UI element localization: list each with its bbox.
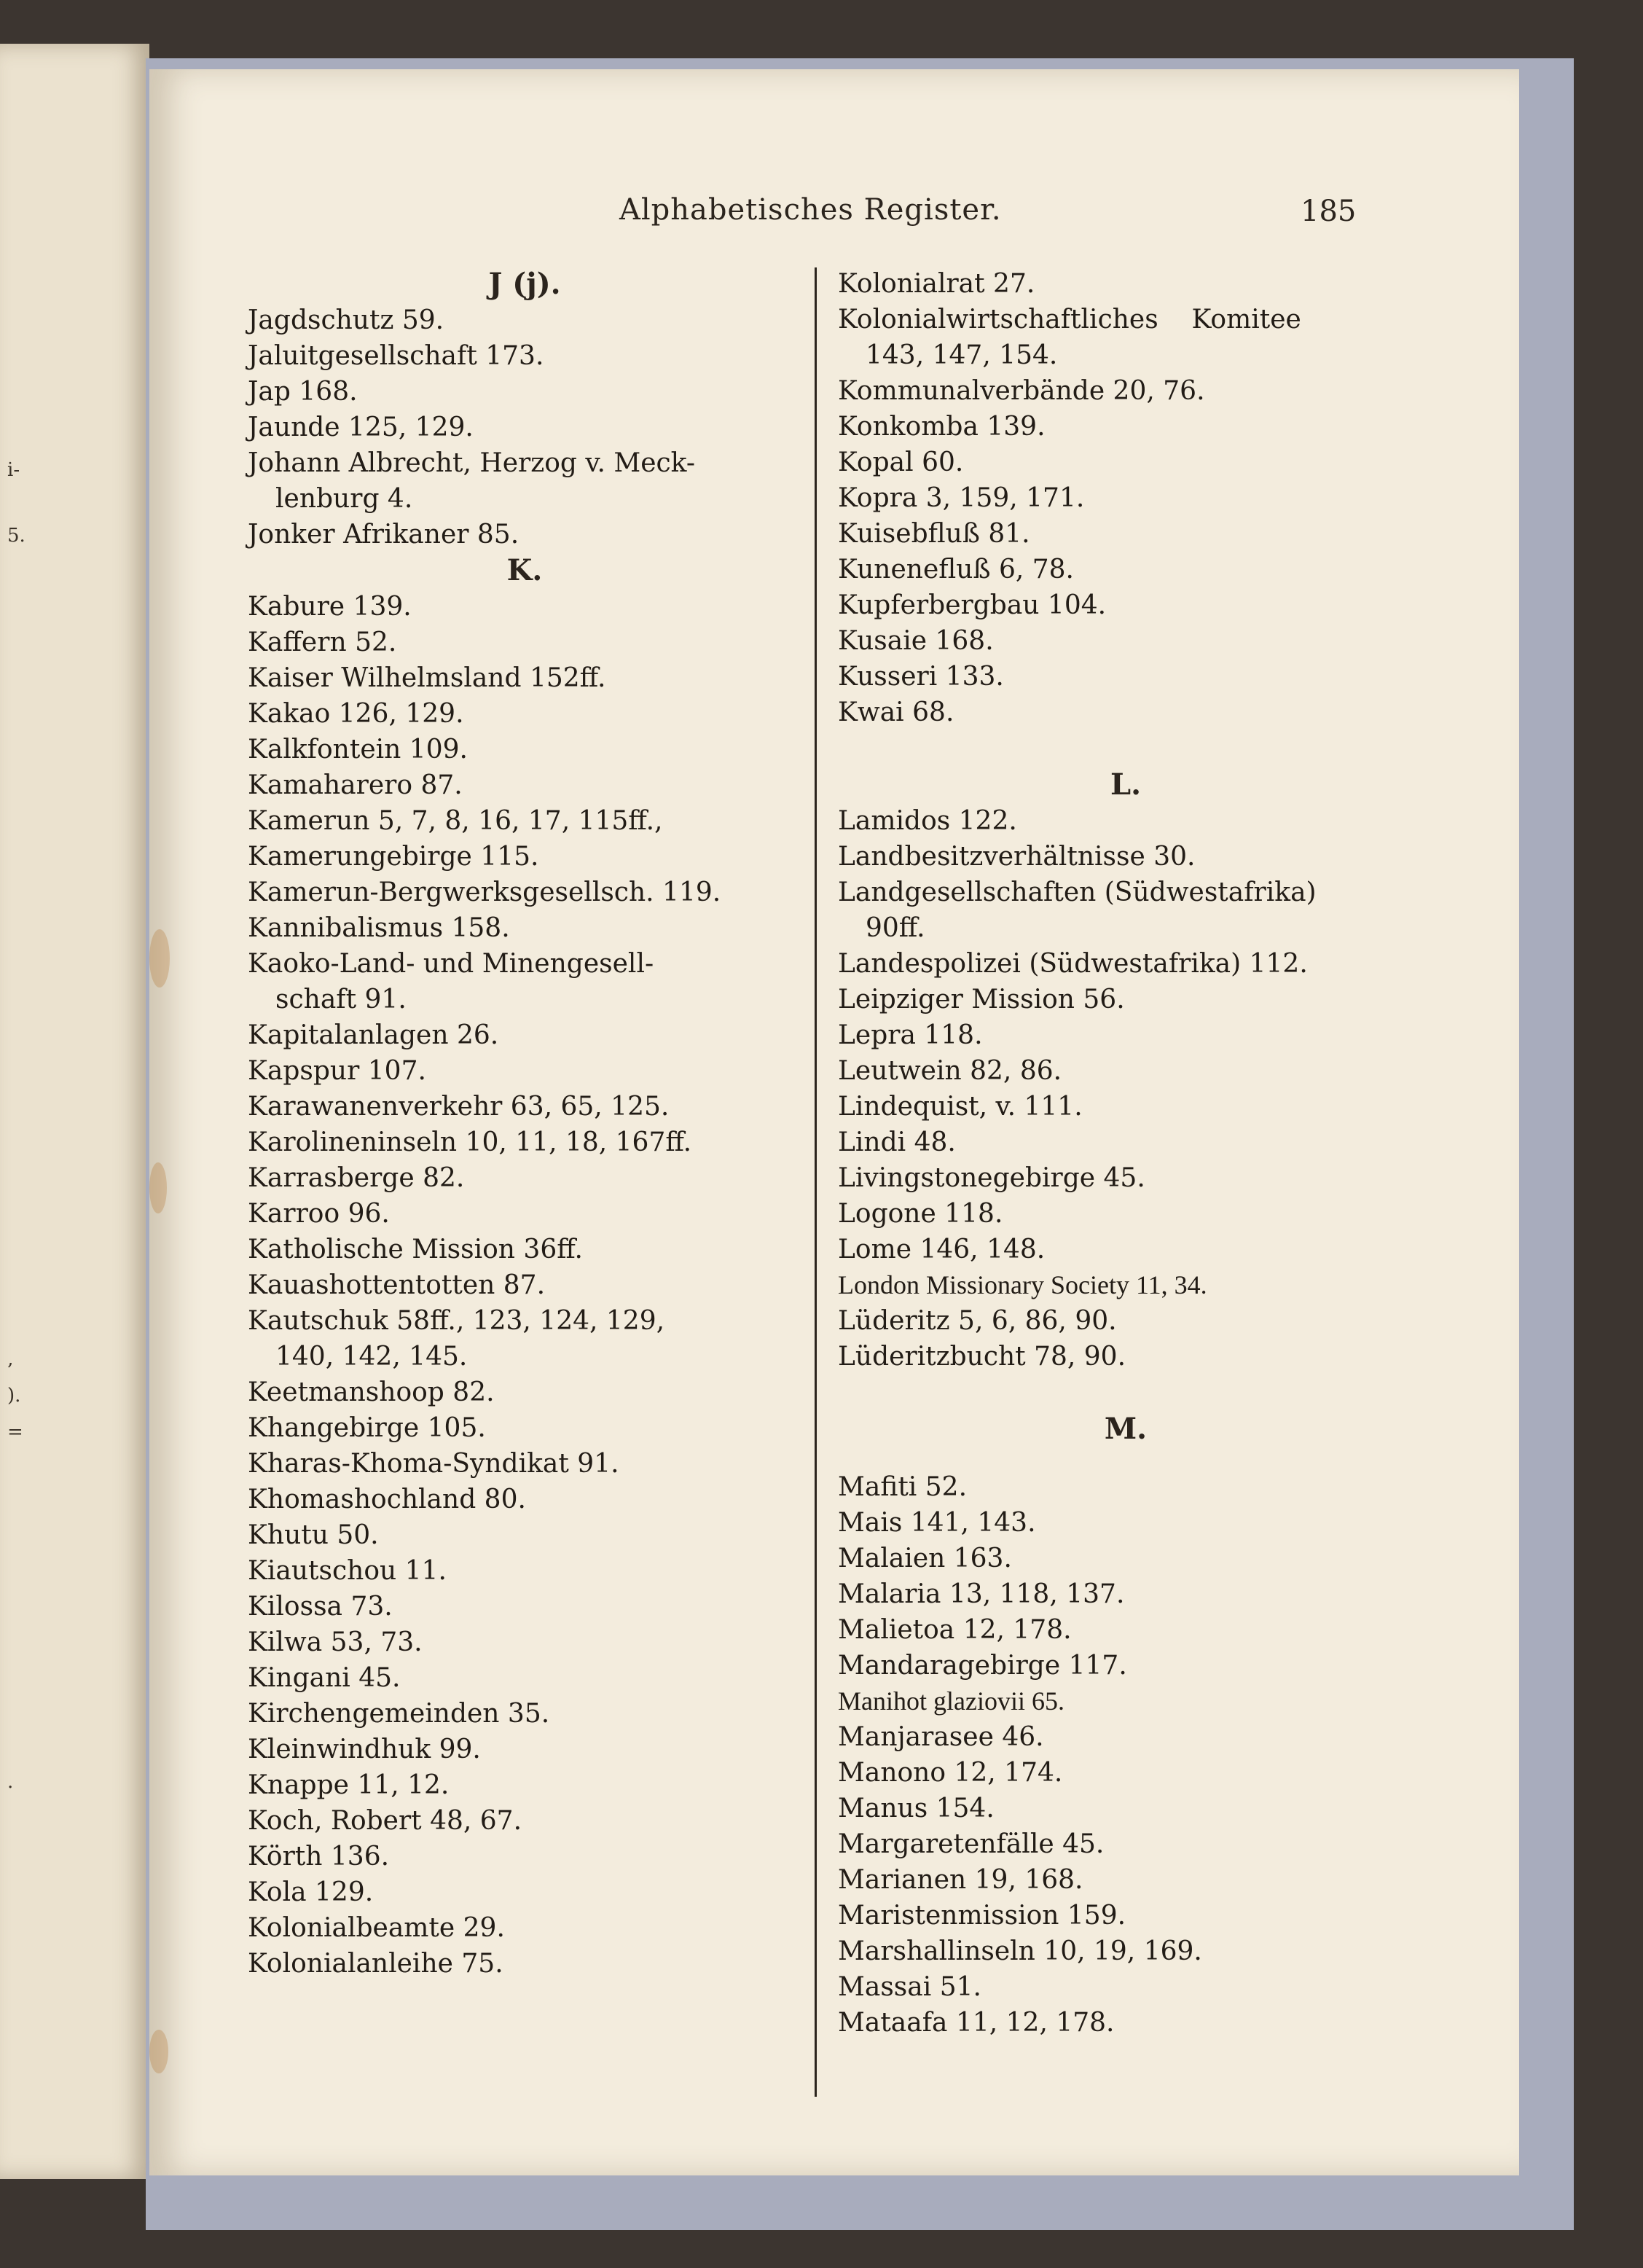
- index-entry: Lepra 118.: [838, 1020, 983, 1050]
- index-entry-continuation: schaft 91.: [275, 985, 407, 1014]
- index-entry: Kommunalverbände 20, 76.: [838, 376, 1205, 406]
- index-entry: London Missionary Society 11, 34.: [838, 1270, 1207, 1299]
- index-entry: Kirchengemeinden 35.: [248, 1699, 550, 1729]
- index-entry: Kannibalismus 158.: [248, 913, 510, 943]
- index-entry: Jap 168.: [248, 377, 358, 407]
- index-entry: Maristenmission 159.: [838, 1901, 1126, 1931]
- index-entry: Kusseri 133.: [838, 662, 1004, 692]
- index-entry: Kopal 60.: [838, 447, 964, 477]
- index-entry: Kolonialrat 27.: [838, 269, 1035, 299]
- register-page: [149, 69, 1519, 2175]
- index-entry: Kusaie 168.: [838, 626, 994, 656]
- index-entry: Kopra 3, 159, 171.: [838, 483, 1085, 513]
- index-entry: Jaunde 125, 129.: [248, 412, 474, 442]
- index-entry: Khomashochland 80.: [248, 1485, 526, 1514]
- index-entry: Kaffern 52.: [248, 627, 397, 657]
- index-entry: Kautschuk 58ff., 123, 124, 129,: [248, 1306, 665, 1336]
- index-entry: Malietoa 12, 178.: [838, 1615, 1072, 1645]
- left-page-fragment: .: [7, 1771, 14, 1793]
- index-entry: Lindequist, v. 111.: [838, 1092, 1083, 1122]
- index-entry: Kaoko-Land- und Minengesell-: [248, 949, 654, 979]
- left-page-fragment: ‚: [7, 1348, 14, 1370]
- index-entry: Kamerun-Bergwerksgesellsch. 119.: [248, 877, 721, 907]
- index-column-left: [248, 266, 801, 1982]
- index-entry: Margaretenfälle 45.: [838, 1829, 1105, 1859]
- index-entry: Kiautschou 11.: [248, 1556, 447, 1586]
- index-entry: Körth 136.: [248, 1842, 390, 1872]
- index-entry: Konkomba 139.: [838, 412, 1046, 442]
- index-column-right: [838, 266, 1413, 2041]
- page-stain: [149, 929, 170, 988]
- index-entry: Karawanenverkehr 63, 65, 125.: [248, 1092, 670, 1122]
- section-heading-k: K.: [506, 553, 543, 587]
- index-entry: Mafiti 52.: [838, 1472, 968, 1502]
- column-divider: [815, 267, 817, 2097]
- index-entry: Kaiser Wilhelmsland 152ff.: [248, 663, 606, 693]
- index-entry: Landbesitzverhältnisse 30.: [838, 842, 1196, 872]
- index-entry: Kharas-Khoma-Syndikat 91.: [248, 1449, 619, 1479]
- index-entry: Kolonialbeamte 29.: [248, 1913, 505, 1943]
- index-entry: Kolonialanleihe 75.: [248, 1949, 503, 1979]
- index-entry: Livingstonegebirge 45.: [838, 1163, 1145, 1193]
- index-entry: Koch, Robert 48, 67.: [248, 1806, 522, 1836]
- index-entry: Lome 146, 148.: [838, 1235, 1046, 1264]
- left-page-fragment: ).: [7, 1385, 21, 1407]
- index-entry: Jaluitgesellschaft 173.: [248, 341, 544, 371]
- index-entry: Kingani 45.: [248, 1663, 401, 1693]
- index-entry: Lüderitz 5, 6, 86, 90.: [838, 1306, 1117, 1336]
- index-entry: Kilossa 73.: [248, 1592, 393, 1622]
- index-entry: Kolonialwirtschaftliches Komitee: [838, 305, 1301, 335]
- index-entry: Jagdschutz 59.: [248, 305, 444, 335]
- index-entry: Landespolizei (Südwestafrika) 112.: [838, 949, 1308, 979]
- index-entry: Kleinwindhuk 99.: [248, 1735, 481, 1764]
- section-heading-l: L.: [1110, 767, 1142, 802]
- left-page-fragment: i-: [7, 459, 20, 481]
- index-entry: Karolineninseln 10, 11, 18, 167ff.: [248, 1127, 692, 1157]
- index-entry: Kola 129.: [248, 1877, 374, 1907]
- index-entry: Johann Albrecht, Herzog v. Meck-: [248, 448, 696, 478]
- section-heading-m: M.: [1104, 1412, 1148, 1446]
- index-entry: Kabure 139.: [248, 592, 412, 622]
- index-entry-continuation: 90ff.: [866, 913, 925, 943]
- index-entry: Massai 51.: [838, 1972, 981, 2002]
- index-entry: Malaien 163.: [838, 1544, 1012, 1573]
- index-entry: Mandaragebirge 117.: [838, 1651, 1127, 1681]
- index-entry: Manus 154.: [838, 1794, 995, 1823]
- index-entry: Marshallinseln 10, 19, 169.: [838, 1936, 1202, 1966]
- index-entry: Lüderitzbucht 78, 90.: [838, 1342, 1126, 1372]
- page-stain: [149, 2030, 168, 2073]
- index-entry-continuation: lenburg 4.: [275, 484, 413, 514]
- index-entry: Logone 118.: [838, 1199, 1003, 1229]
- index-entry: Lindi 48.: [838, 1127, 956, 1157]
- index-entry: Jonker Afrikaner 85.: [248, 520, 519, 550]
- index-entry: Kamaharero 87.: [248, 770, 463, 800]
- index-entry: Landgesellschaften (Südwestafrika): [838, 877, 1317, 907]
- index-entry-continuation: 140, 142, 145.: [275, 1342, 468, 1372]
- index-entry: Lamidos 122.: [838, 806, 1017, 836]
- index-entry: Kamerun 5, 7, 8, 16, 17, 115ff.,: [248, 806, 663, 836]
- page-stain: [149, 1162, 167, 1213]
- index-entry: Kunenefluß 6, 78.: [838, 555, 1074, 584]
- index-entry: Kakao 126, 129.: [248, 699, 464, 729]
- index-entry: Katholische Mission 36ff.: [248, 1235, 583, 1264]
- index-entry: Karrasberge 82.: [248, 1163, 465, 1193]
- index-entry: Manihot glaziovii 65.: [838, 1686, 1064, 1716]
- index-entry: Kilwa 53, 73.: [248, 1627, 423, 1657]
- index-entry: Khutu 50.: [248, 1520, 379, 1550]
- index-entry: Kalkfontein 109.: [248, 735, 468, 765]
- left-page-fragment: 5.: [7, 525, 26, 547]
- index-entry: Kauashottentotten 87.: [248, 1270, 546, 1300]
- left-page-edge: [0, 44, 149, 2179]
- index-entry: Leipziger Mission 56.: [838, 985, 1125, 1014]
- index-entry: Mais 141, 143.: [838, 1508, 1036, 1538]
- index-entry: Mataafa 11, 12, 178.: [838, 2008, 1115, 2038]
- index-entry: Kamerungebirge 115.: [248, 842, 539, 872]
- index-entry: Knappe 11, 12.: [248, 1770, 450, 1800]
- index-entry: Manono 12, 174.: [838, 1758, 1063, 1788]
- index-entry: Marianen 19, 168.: [838, 1865, 1083, 1895]
- index-entry: Manjarasee 46.: [838, 1722, 1044, 1752]
- index-entry: Kwai 68.: [838, 697, 954, 727]
- left-page-fragment: =: [7, 1421, 23, 1443]
- index-entry: Kapspur 107.: [248, 1056, 426, 1086]
- index-entry: Leutwein 82, 86.: [838, 1056, 1062, 1086]
- index-entry: Malaria 13, 118, 137.: [838, 1579, 1125, 1609]
- index-entry-continuation: 143, 147, 154.: [866, 340, 1058, 370]
- page-title: Alphabetisches Register.: [619, 193, 1002, 227]
- section-heading-j: J (j).: [488, 267, 561, 301]
- index-entry: Kupferbergbau 104.: [838, 590, 1107, 620]
- index-entry: Kuisebfluß 81.: [838, 519, 1030, 549]
- page-number: 185: [1301, 195, 1357, 228]
- index-entry: Karroo 96.: [248, 1199, 390, 1229]
- index-entry: Keetmanshoop 82.: [248, 1377, 495, 1407]
- index-entry: Kapitalanlagen 26.: [248, 1020, 499, 1050]
- index-entry: Khangebirge 105.: [248, 1413, 486, 1443]
